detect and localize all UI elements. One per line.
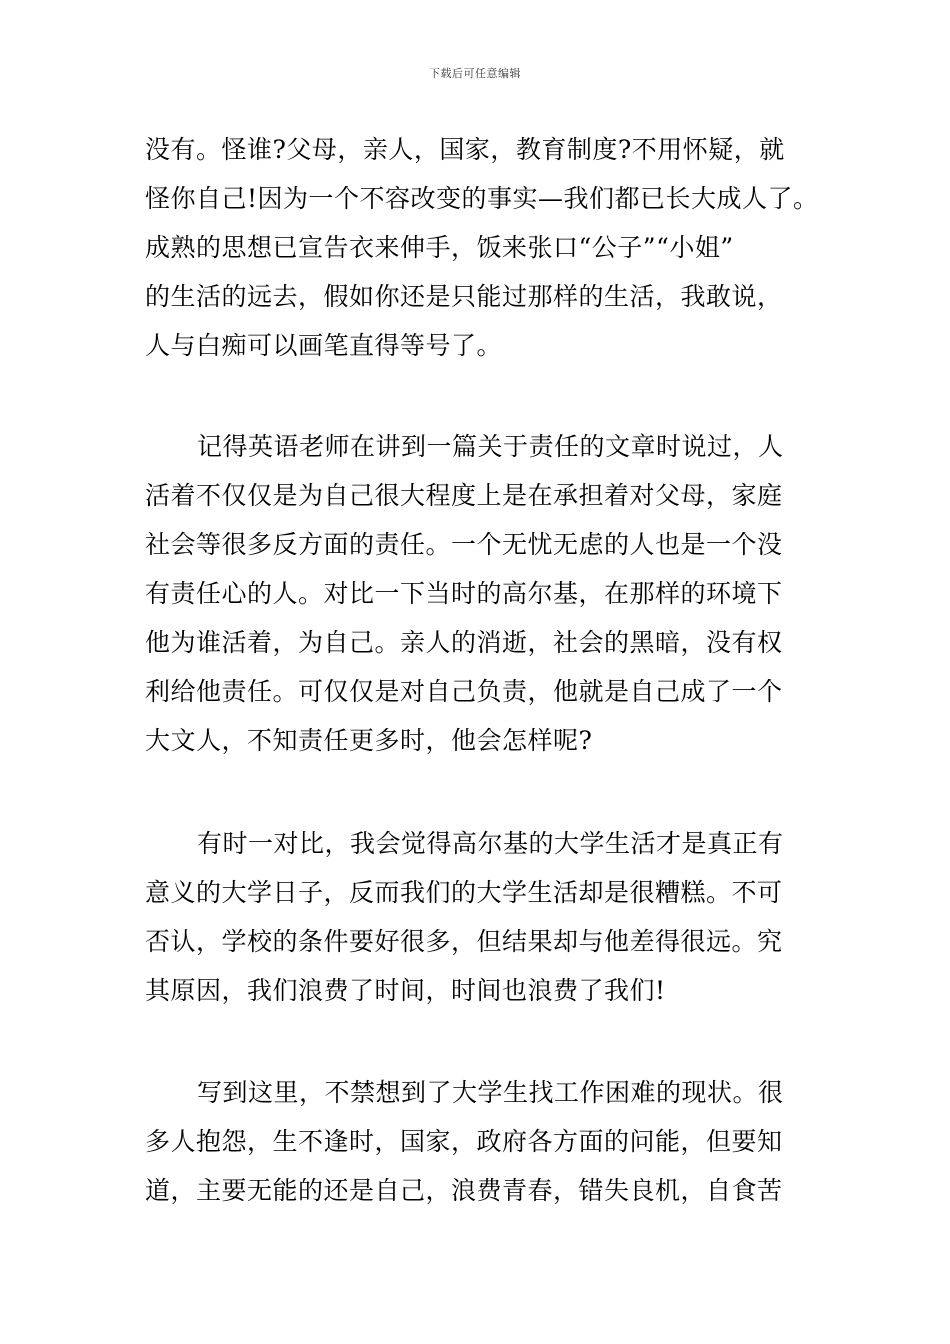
paragraph-2-line-2: 活着不仅仅是为自己很大程度上是在承担着对父母，家庭 xyxy=(145,481,783,510)
paragraph-2-line-6: 利给他责任。可仅仅是对自己负责，他就是自己成了一个 xyxy=(145,677,783,706)
paragraph-4-line-3: 道，主要无能的还是自己，浪费青春，错失良机，自食苦 xyxy=(145,1176,783,1205)
paragraph-1-line-4: 的生活的远去，假如你还是只能过那样的生活，我敢说， xyxy=(145,282,783,311)
paragraph-2-line-1: 记得英语老师在讲到一篇关于责任的文章时说过，人 xyxy=(197,432,784,461)
page-header-note: 下载后可任意编辑 xyxy=(429,67,521,80)
paragraph-3-line-2: 意义的大学日子，反而我们的大学生活却是很糟糕。不可 xyxy=(145,878,783,907)
paragraph-3-line-4: 其原因，我们浪费了时间，时间也浪费了我们! xyxy=(145,976,666,1005)
paragraph-1-line-2: 怪你自己!因为一个不容改变的事实—我们都已长大成人了。 xyxy=(145,184,819,213)
paragraph-4-line-2: 多人抱怨，生不逢时，国家，政府各方面的问能，但要知 xyxy=(145,1127,783,1156)
paragraph-3-line-3: 否认，学校的条件要好很多，但结果却与他差得很远。究 xyxy=(145,927,783,956)
paragraph-2-line-4: 有责任心的人。对比一下当时的高尔基，在那样的环境下 xyxy=(145,579,783,608)
paragraph-1-line-3: 成熟的思想已宣告衣来伸手，饭来张口“公子”“小姐” xyxy=(145,233,734,262)
paragraph-4-line-1: 写到这里，不禁想到了大学生找工作困难的现状。很 xyxy=(197,1078,784,1107)
paragraph-1-line-5: 人与白痴可以画笔直得等号了。 xyxy=(145,331,503,360)
paragraph-2-line-5: 他为谁活着，为自己。亲人的消逝，社会的黑暗，没有权 xyxy=(145,628,783,657)
paragraph-3-line-1: 有时一对比，我会觉得高尔基的大学生活才是真正有 xyxy=(197,829,784,858)
paragraph-1-line-1: 没有。怪谁?父母，亲人，国家，教育制度?不用怀疑，就 xyxy=(145,135,785,164)
paragraph-2-line-3: 社会等很多反方面的责任。一个无忧无虑的人也是一个没 xyxy=(145,530,783,559)
paragraph-2-line-7: 大文人，不知责任更多时，他会怎样呢? xyxy=(145,726,593,755)
